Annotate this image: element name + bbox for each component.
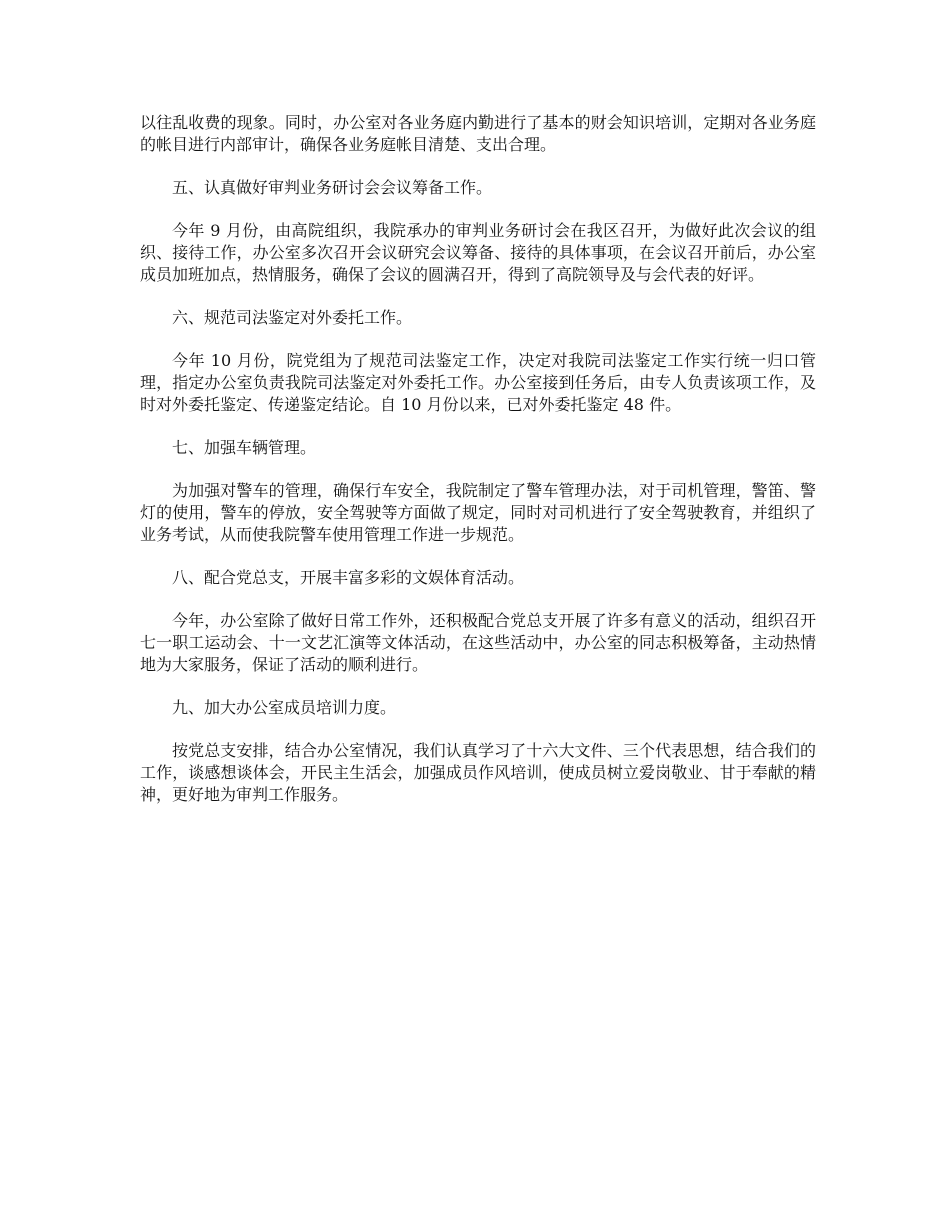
section-heading-9: 九、加大办公室成员培训力度。 <box>172 698 397 717</box>
paragraph-seminar: 今年 9 月份，由高院组织，我院承办的审判业务研讨会在我区召开，为做好此次会议的组织、接待工作，办公室多次召开会议研究会议筹备、接待的具体事项，在会议召开前后，办公室成员加班加点，热情服务，确保了会议的圆满召开，得到了高院领导及与会代表的好评。 <box>140 221 816 284</box>
paragraph-judicial-appraisal: 今年 10 月份，院党组为了规范司法鉴定工作，决定对我院司法鉴定工作实行统一归口管理，指定办公室负责我院司法鉴定对外委托工作。办公室接到任务后，由专人负责该项工作，及时对外委托鉴定、传递鉴定结论。自 10 月份以来，已对外委托鉴定 48 件。 <box>140 351 816 414</box>
section-heading-7: 七、加强车辆管理。 <box>172 438 317 457</box>
section-heading-5: 五、认真做好审判业务研讨会会议筹备工作。 <box>172 178 493 197</box>
section-heading-8: 八、配合党总支，开展丰富多彩的文娱体育活动。 <box>172 568 525 587</box>
paragraph-finance-continuation: 以往乱收费的现象。同时，办公室对各业务庭内勤进行了基本的财会知识培训，定期对各业务庭的帐目进行内部审计，确保各业务庭帐目清楚、支出合理。 <box>140 113 816 154</box>
paragraph-staff-training: 按党总支安排，结合办公室情况，我们认真学习了十六大文件、三个代表思想，结合我们的工作，谈感想谈体会，开民主生活会，加强成员作风培训，使成员树立爱岗敬业、甘于奉献的精神，更好地为审判工作服务。 <box>140 741 816 804</box>
document-page <box>140 112 816 827</box>
section-heading-6: 六、规范司法鉴定对外委托工作。 <box>172 308 413 327</box>
paragraph-vehicle-management: 为加强对警车的管理，确保行车安全，我院制定了警车管理办法，对于司机管理，警笛、警灯的使用，警车的停放，安全驾驶等方面做了规定，同时对司机进行了安全驾驶教育，并组织了业务考试，从而使我院警车使用管理工作进一步规范。 <box>140 481 816 544</box>
paragraph-cultural-activities: 今年，办公室除了做好日常工作外，还积极配合党总支开展了许多有意义的活动，组织召开七一职工运动会、十一文艺汇演等文体活动，在这些活动中，办公室的同志积极筹备，主动热情地为大家服务，保证了活动的顺利进行。 <box>140 611 816 674</box>
